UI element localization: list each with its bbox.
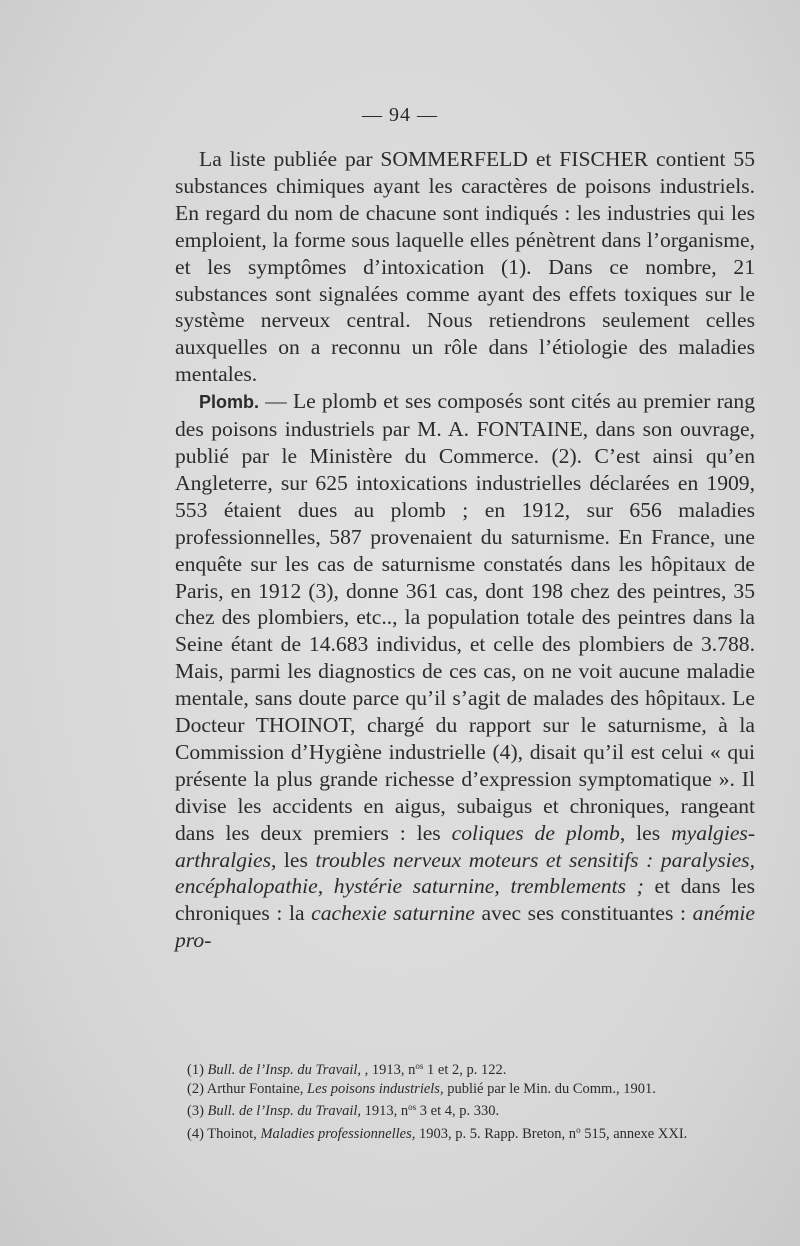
section-lead-plomb: Plomb. — [199, 392, 260, 413]
footnote-3: (3) Bull. de l’Insp. du Travail, 1913, $n^{os}$ 3 et 4, p. 330. — [187, 1102, 500, 1120]
plomb-italic-2: myalgies-arthralgies — [175, 820, 756, 872]
page-number: — 94 — — [362, 104, 438, 126]
plomb-italic-4: cachexie saturnine — [311, 901, 475, 926]
paragraph-intro-text: La liste publiée par SOMMERFELD et FISCHER contient 55 substances chimiques ayant les caractères de poisons industriels. En regard du nom de chacune sont indiqués : les industries qui les emploient, la forme sous laquelle elles pénètrent dans l’organisme, et les symptômes d’intoxication (1). Dans ce nombre, 21 substances sont signalées comme ayant des effets toxiques sur le système nerveux central. Nous retiendrons seulement celles auxquelles on a reconnu un rôle dans l’étiologie des maladies mentales. — [175, 147, 755, 387]
footnote-2: (2) Arthur Fontaine, Les poisons industriels, publié par le Min. du Comm., 1901. — [187, 1080, 656, 1097]
footnote-1: (1) Bull. de l’Insp. du Travail, , 1913, $n^{os}$ 1 et 2, p. 122. — [187, 1061, 507, 1078]
footnote-4: (4) Thoinot, Maladies professionnelles, 1903, p. 5. Rapp. Breton, $n^o$ 515, annexe XXI. — [187, 1125, 688, 1143]
plomb-italic-1: coliques de plomb — [451, 820, 620, 845]
footnotes — [175, 1057, 755, 1144]
plomb-text-2: , les — [619, 820, 672, 845]
paragraph-plomb — [175, 388, 755, 954]
plomb-text-1: — Le plomb et ses composés sont cités au premier rang des poisons industriels par M. A. FONTAINE, dans son ouvrage, publié par le Ministère du Commerce. (2). C’est ainsi qu’en Angleterre, sur 625 intoxications industrielles déclarées en 1909, 553 étaient dues au plomb ; en 1912, sur 656 maladies professionnelles, 587 provenaient du saturnisme. En France, une enquête sur les cas de saturnisme constatés dans les hôpitaux de Paris, en 1912 (3), donne 361 cas, dont 198 chez des peintres, 35 chez des plombiers, etc.., la population totale des peintres dans la Seine étant de 14.683 individus, et celle des plombiers de 3.788. Mais, parmi les diagnostics de ces cas, on ne voit aucune maladie mentale, sans doute parce qu’il s’agit de malades des hôpitaux. Le Docteur THOINOT, chargé du rapport sur le saturnisme, à la Commission d’Hygiène industrielle (4), disait qu’il est celui « qui présente la plus grande richesse d’expression symptomatique ». Il divise les accidents en aigus, subaigus et chroniques, rangeant dans les deux premiers : les — [175, 389, 755, 845]
plomb-text-4: et dans les chroniques : la — [175, 874, 755, 926]
plomb-text-5: avec ses constituantes : — [474, 901, 693, 926]
body-text — [175, 146, 755, 954]
plomb-italic-5: anémie pro- — [175, 901, 755, 953]
plomb-text-3: , les — [270, 847, 316, 872]
paragraph-intro — [175, 146, 755, 388]
plomb-italic-3: troubles nerveux moteurs et sensitifs : paralysies, encéphalopathie, hystérie saturnine, tremblements ; — [175, 847, 755, 899]
